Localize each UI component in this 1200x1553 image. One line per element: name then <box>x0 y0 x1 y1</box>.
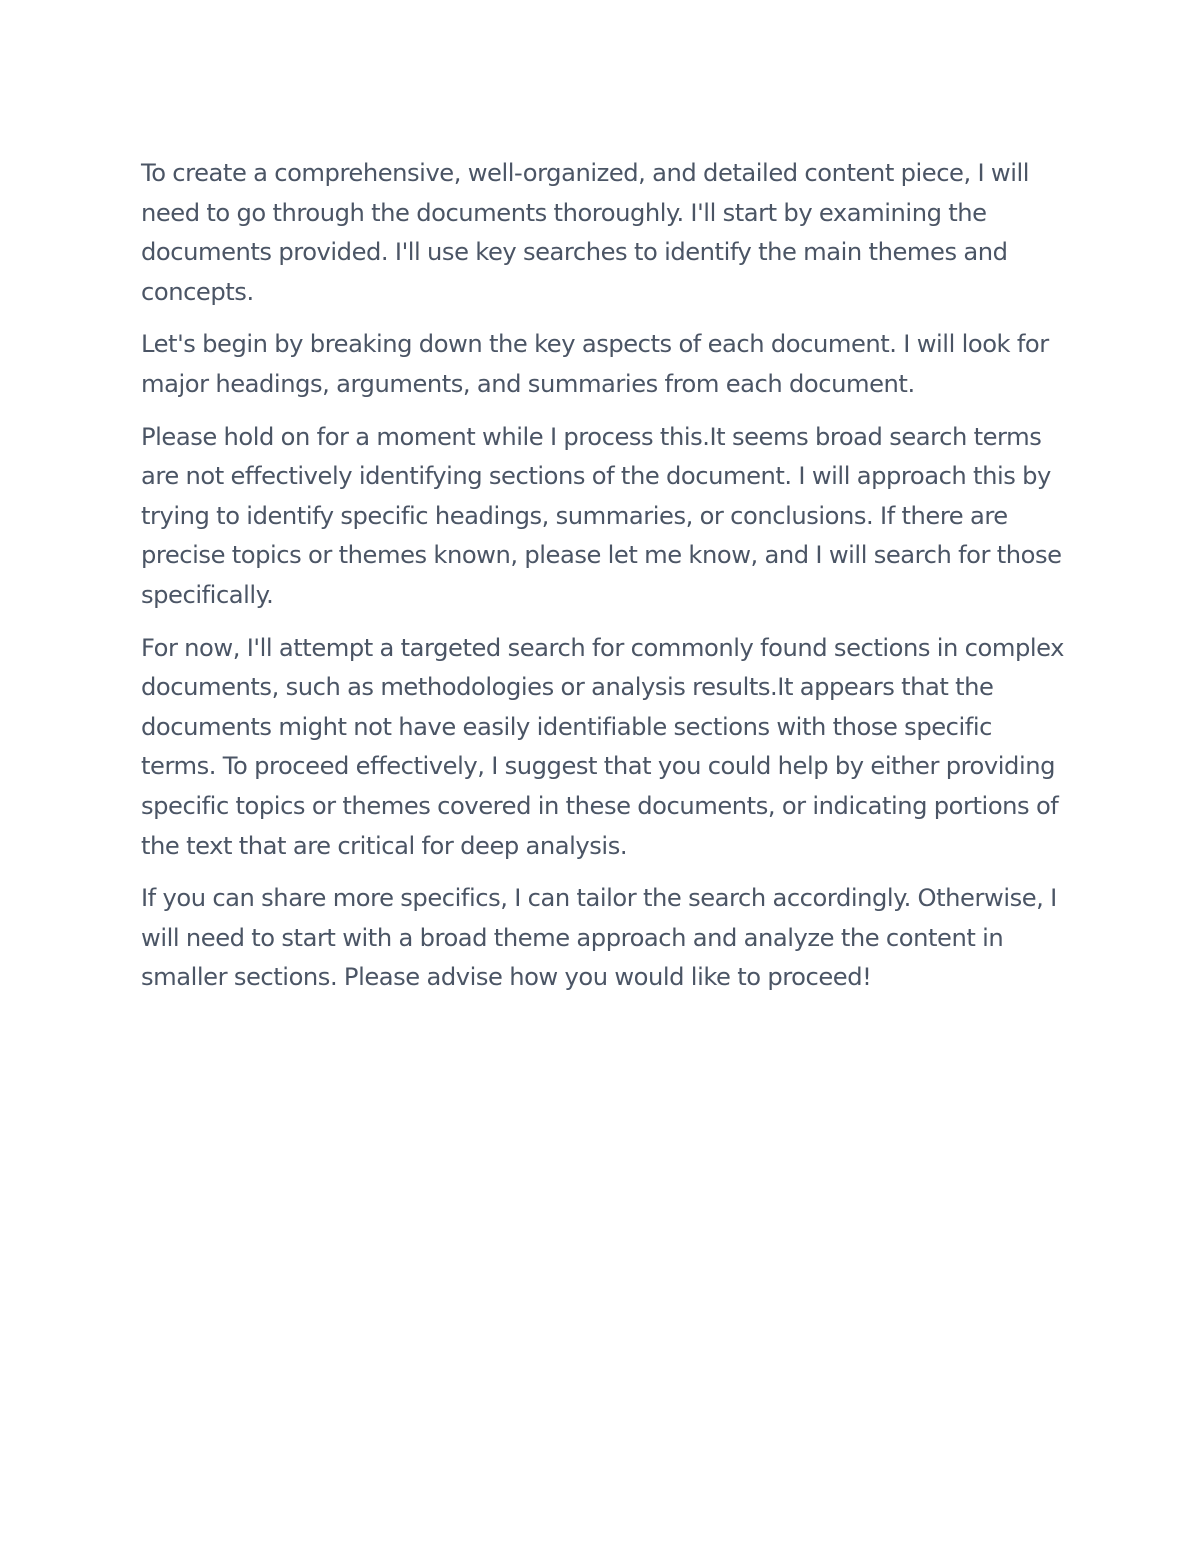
paragraph-3: Please hold on for a moment while I process this.It seems broad search terms are not effectively identifying sections of the document. I will approach this by trying to identify specific headings, summaries, or conclusions. If there are precise topics or themes known, please let me know, and I will search for those specifically. <box>141 422 1062 609</box>
paragraph-1: To create a comprehensive, well-organized, and detailed content piece, I will need to go through the documents thoroughly. I'll start by examining the documents provided. I'll use key searches to identify the main themes and concepts. <box>141 159 1030 306</box>
document-body <box>141 154 1066 998</box>
paragraph-2: Let's begin by breaking down the key aspects of each document. I will look for major headings, arguments, and summaries from each document. <box>141 330 1049 398</box>
paragraph-5: If you can share more specifics, I can tailor the search accordingly. Otherwise, I will need to start with a broad theme approach and analyze the content in smaller sections. Please advise how you would like to proceed! <box>141 884 1057 992</box>
paragraph-4: For now, I'll attempt a targeted search for commonly found sections in complex documents, such as methodologies or analysis results.It appears that the documents might not have easily identifiable sections with those specific terms. To proceed effectively, I suggest that you could help by either providing specific topics or themes covered in these documents, or indicating portions of the text that are critical for deep analysis. <box>141 633 1065 860</box>
